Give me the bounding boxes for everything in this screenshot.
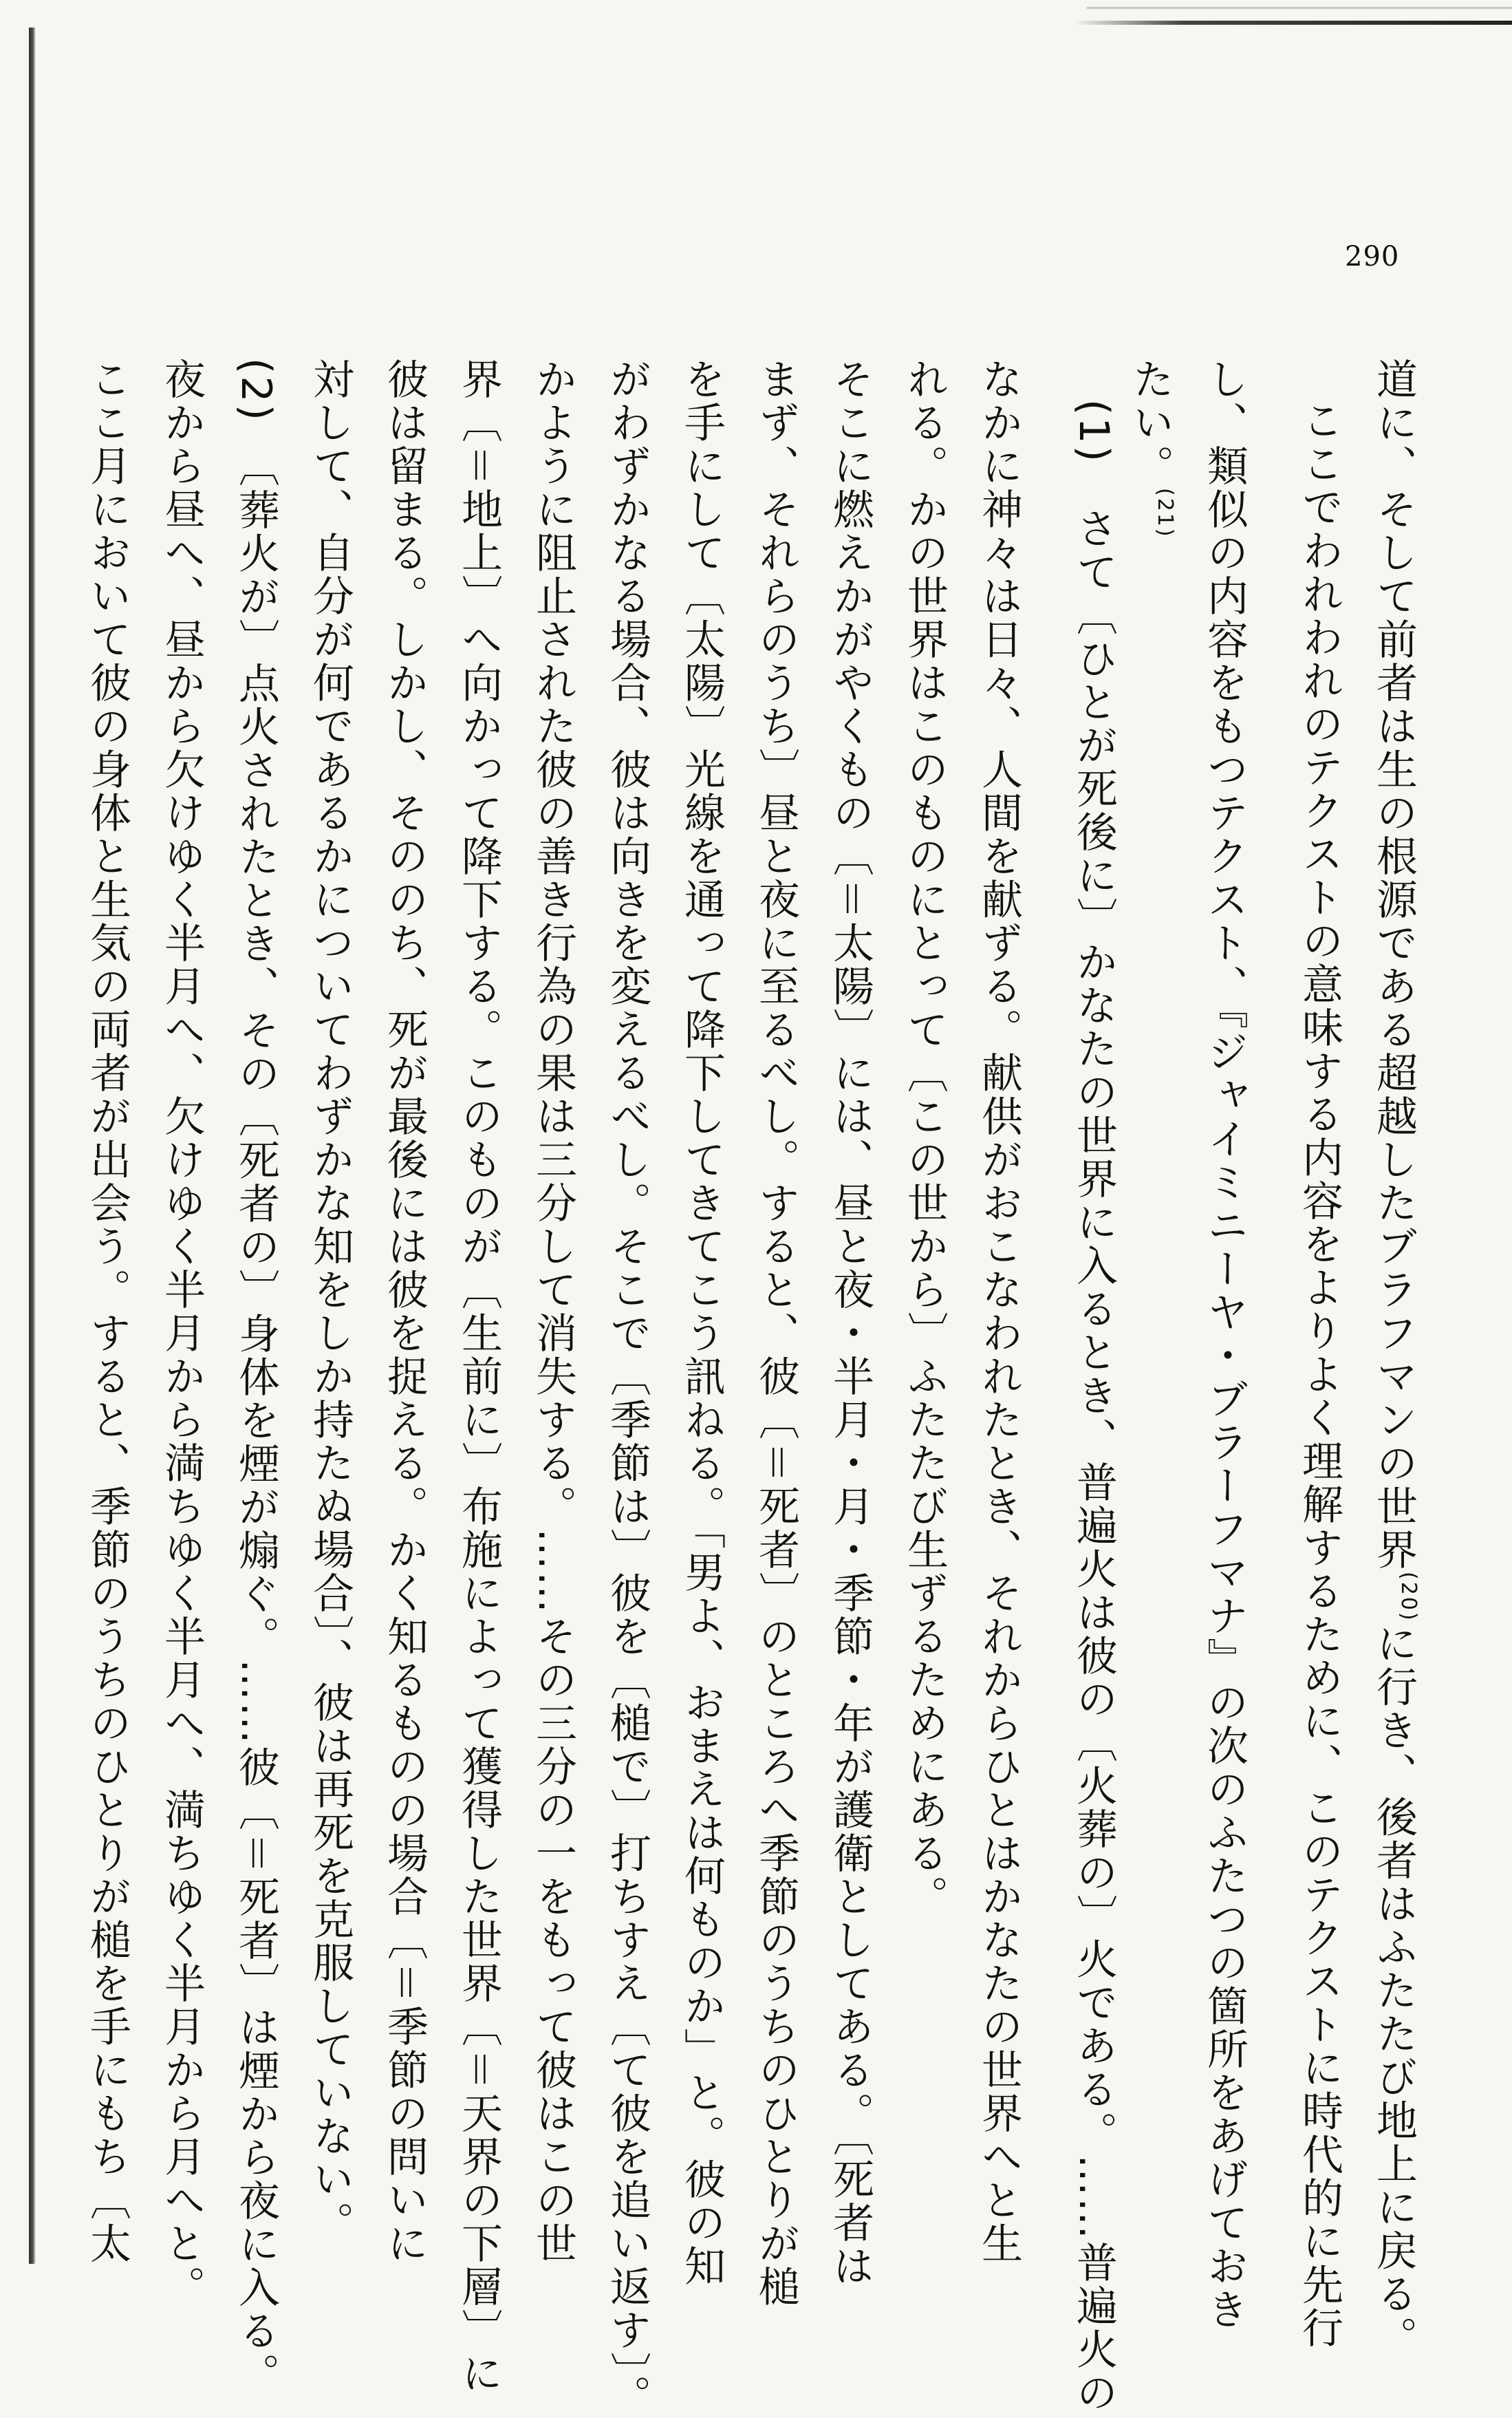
column-1-text-a: 道に、そして前者は生の根源である超越したブラフマンの世界: [1370, 358, 1418, 1572]
scan-top-rule: [1073, 21, 1512, 25]
text-column-4: [1126, 358, 1187, 2257]
text-column-13: 界〔＝地上〕へ向かって降下する。このものが〔生前に〕布施によって獲得した世界〔＝天界の下層〕に: [455, 358, 503, 2395]
text-column-9: まず、それらのうち〕昼と夜に至るべし。すると、彼〔＝死者〕のところへ季節のうちのひとりが槌: [752, 358, 800, 2309]
text-column-8: そこに燃えかがやくもの〔＝太陽〕には、昼と夜・半月・月・季節・年が護衛としてある。〔死者は: [826, 358, 874, 2288]
text-column-15: 対して、自分が何であるかについてわずかな知をしか持たぬ場合〕、彼は再死を克服していない。: [306, 358, 354, 2245]
text-column-10: を手にして〔太陽〕光線を通って降下してきてこう訊ねる。「男よ、おまえは何ものか」と。彼の知: [678, 358, 726, 2288]
column-4-text: たい。: [1126, 358, 1174, 488]
text-column-5: (1) さて〔ひとが死後に〕かなたの世界に入るとき、普遍火は彼の〔火葬の〕火である。……普遍火の: [1070, 399, 1118, 2415]
scan-edge-shadow: [29, 28, 36, 2264]
text-column-7: れる。かの世界はこのものにとって〔この世から〕ふたたび生ずるためにある。: [900, 358, 949, 1918]
vertical-text-body: [70, 358, 1431, 2418]
text-column-12: かように阻止された彼の善き行為の果は三分して消失する。……その三分の一をもって彼はこの世: [529, 358, 577, 2265]
text-column-17: 夜から昼へ、昼から欠けゆく半月へ、欠けゆく半月から満ちゆく半月へ、満ちゆく半月から月へと。: [158, 358, 206, 2309]
footnote-ref-20[interactable]: (20): [1396, 1572, 1421, 1623]
text-column-11: がわずかなる場合、彼は向きを変えるべし。そこで〔季節は〕彼を〔槌で〕打ちすえ〔て彼を追い返す〕。: [603, 358, 651, 2418]
text-column-3: し、類似の内容をもつテクスト、『ジャイミニーヤ・ブラーフマナ』の次のふたつの箇所をあげておき: [1200, 358, 1249, 2331]
text-column-16: (2) 〔葬火が〕点火されたとき、その〔死者の〕身体を煙が煽ぐ。……彼〔＝死者〕は煙から夜に入る。: [232, 358, 280, 2396]
text-column-2: ここでわれわれのテクストの意味する内容をよりよく理解するために、このテクストに時代的に先行: [1295, 399, 1343, 2350]
text-column-1: [1357, 358, 1431, 2360]
scan-corner-mark: [1087, 7, 1512, 9]
footnote-ref-21[interactable]: (21): [1153, 488, 1177, 539]
column-1-text-b: に行き、後者はふたたび地上に戻る。: [1370, 1622, 1418, 2360]
text-column-18: ここ月において彼の身体と生気の両者が出会う。すると、季節のうちのひとりが槌を手にもち〔太: [83, 358, 131, 2265]
text-column-14: 彼は留まる。しかし、そののち、死が最後には彼を捉える。かく知るものの場合〔＝季節の問いに: [380, 358, 429, 2265]
text-column-6: なかに神々は日々、人間を献ずる。献供がおこなわれたとき、それからひとはかなたの世界へと生: [975, 358, 1023, 2265]
page-number: 290: [1345, 241, 1400, 272]
